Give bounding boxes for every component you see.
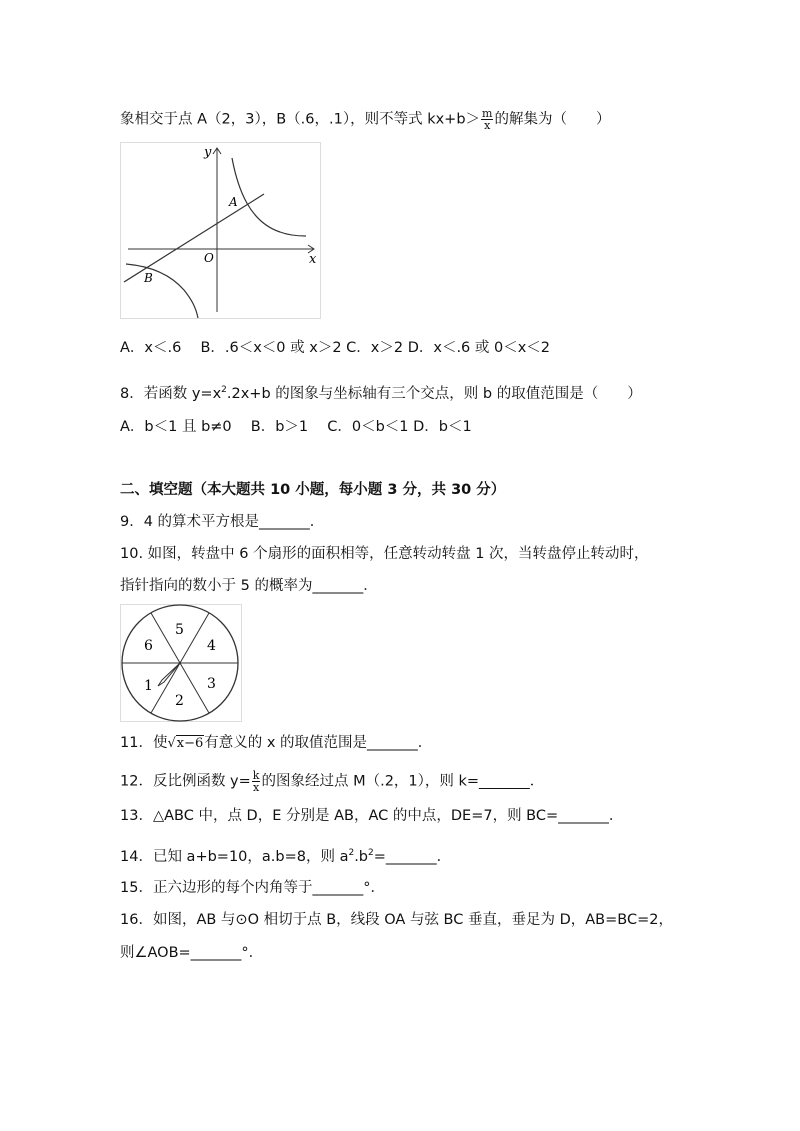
sector-label-3: 3 [207,676,216,692]
hyperbola-upper-branch [232,158,306,236]
q16-line-2: 则∠AOB=_______°． [120,945,264,961]
x-axis-label: x [309,252,317,267]
y-axis-label: y [204,145,212,160]
section-heading-points: 3 [387,482,398,498]
q8-stem-tail: .2x+b 的图象与坐标轴有三个交点，则 b 的取值范围是（ ） [226,385,642,402]
q7-stem-text: 象相交于点 A（2，3），B（.6，.1），则不等式 kx+b＞ [120,111,481,128]
q14-text-start: 14．已知 a+b=10，a.b=8，则 a [120,848,349,865]
fraction-numerator: k [252,769,260,782]
figure-frame [121,143,321,319]
sector-label-2: 2 [175,693,184,709]
m-over-x-fraction [481,108,493,131]
k-over-x-fraction [252,770,261,793]
q11-text-end: 有意义的 x 的取值范围是_______． [204,735,433,751]
origin-label: O [204,251,214,265]
q14-exponent: 2 [348,848,355,858]
q8-stem [120,380,642,404]
fraction-denominator: x [253,781,260,794]
fraction-numerator: m [482,107,493,120]
q10-line-1: 10. 如图，转盘中 6 个扇形的面积相等，任意转动转盘 1 次，当转盘停止转动时， [120,546,649,562]
q14-text [120,843,451,867]
q12-text [120,770,544,793]
q7-options: A．x＜.6 B．.6＜x＜0 或 x＞2 C．x＞2 D．x＜.6 或 0＜x＜2 [120,340,551,356]
spinner-wheel-figure [120,604,242,722]
section-heading-count: 10 [270,482,291,498]
point-b-label: B [144,271,153,285]
sector-label-6: 6 [144,638,153,654]
hyperbola-lower-branch [126,264,198,318]
q12-text-end: 的图象经过点 M（.2，1），则 k=_______． [261,773,545,790]
sector-label-4: 4 [207,638,216,654]
q16-line-1: 16．如图，AB 与⊙O 相切于点 B，线段 OA 与弦 BC 垂直，垂足为 D，AB=BC=2， [120,912,673,928]
q15-text: 15．正六边形的每个内角等于_______°． [120,880,385,896]
q9-text: 9．4 的算术平方根是_______． [120,514,325,530]
q8-options: A．b＜1 且 b≠0 B．b＞1 C．0＜b＜1 D．b＜1 [120,419,472,435]
q14-text-mid: .b [354,848,369,865]
q14-text-end: =_______． [373,848,452,865]
sector-label-1: 1 [144,678,153,694]
q7-stem [120,108,610,131]
q10-line-2: 指针指向的数小于 5 的概率为_______． [120,578,378,594]
square-root-expression: √x−6 [167,736,204,751]
section-2-heading [120,480,505,500]
section-heading-part: 小题，每小题 [290,482,388,498]
radicand: x−6 [176,736,204,751]
linear-function-line [124,194,264,282]
q11-text-start: 11．使 [120,735,168,751]
section-heading-part: 二、填空题（本大题共 [120,482,271,498]
q7-stem-tail: 的解集为（ ） [494,111,611,128]
q8-stem-text: 8．若函数 y=x [120,385,222,402]
fraction-denominator: x [484,119,491,132]
sector-label-5: 5 [175,622,184,638]
q14-exponent: 2 [368,848,374,858]
section-heading-part: 分，共 [397,482,452,498]
section-heading-total: 30 [451,482,472,498]
point-a-label: A [229,195,238,209]
q8-exponent: 2 [221,385,227,395]
q13-text: 13．△ABC 中，点 D，E 分别是 AB，AC 的中点，DE=7，则 BC=_______． [120,808,624,824]
q12-text-start: 12．反比例函数 y= [120,773,251,790]
q11-text [120,733,432,754]
section-heading-part: 分） [471,482,506,498]
q7-function-graph [120,142,322,320]
